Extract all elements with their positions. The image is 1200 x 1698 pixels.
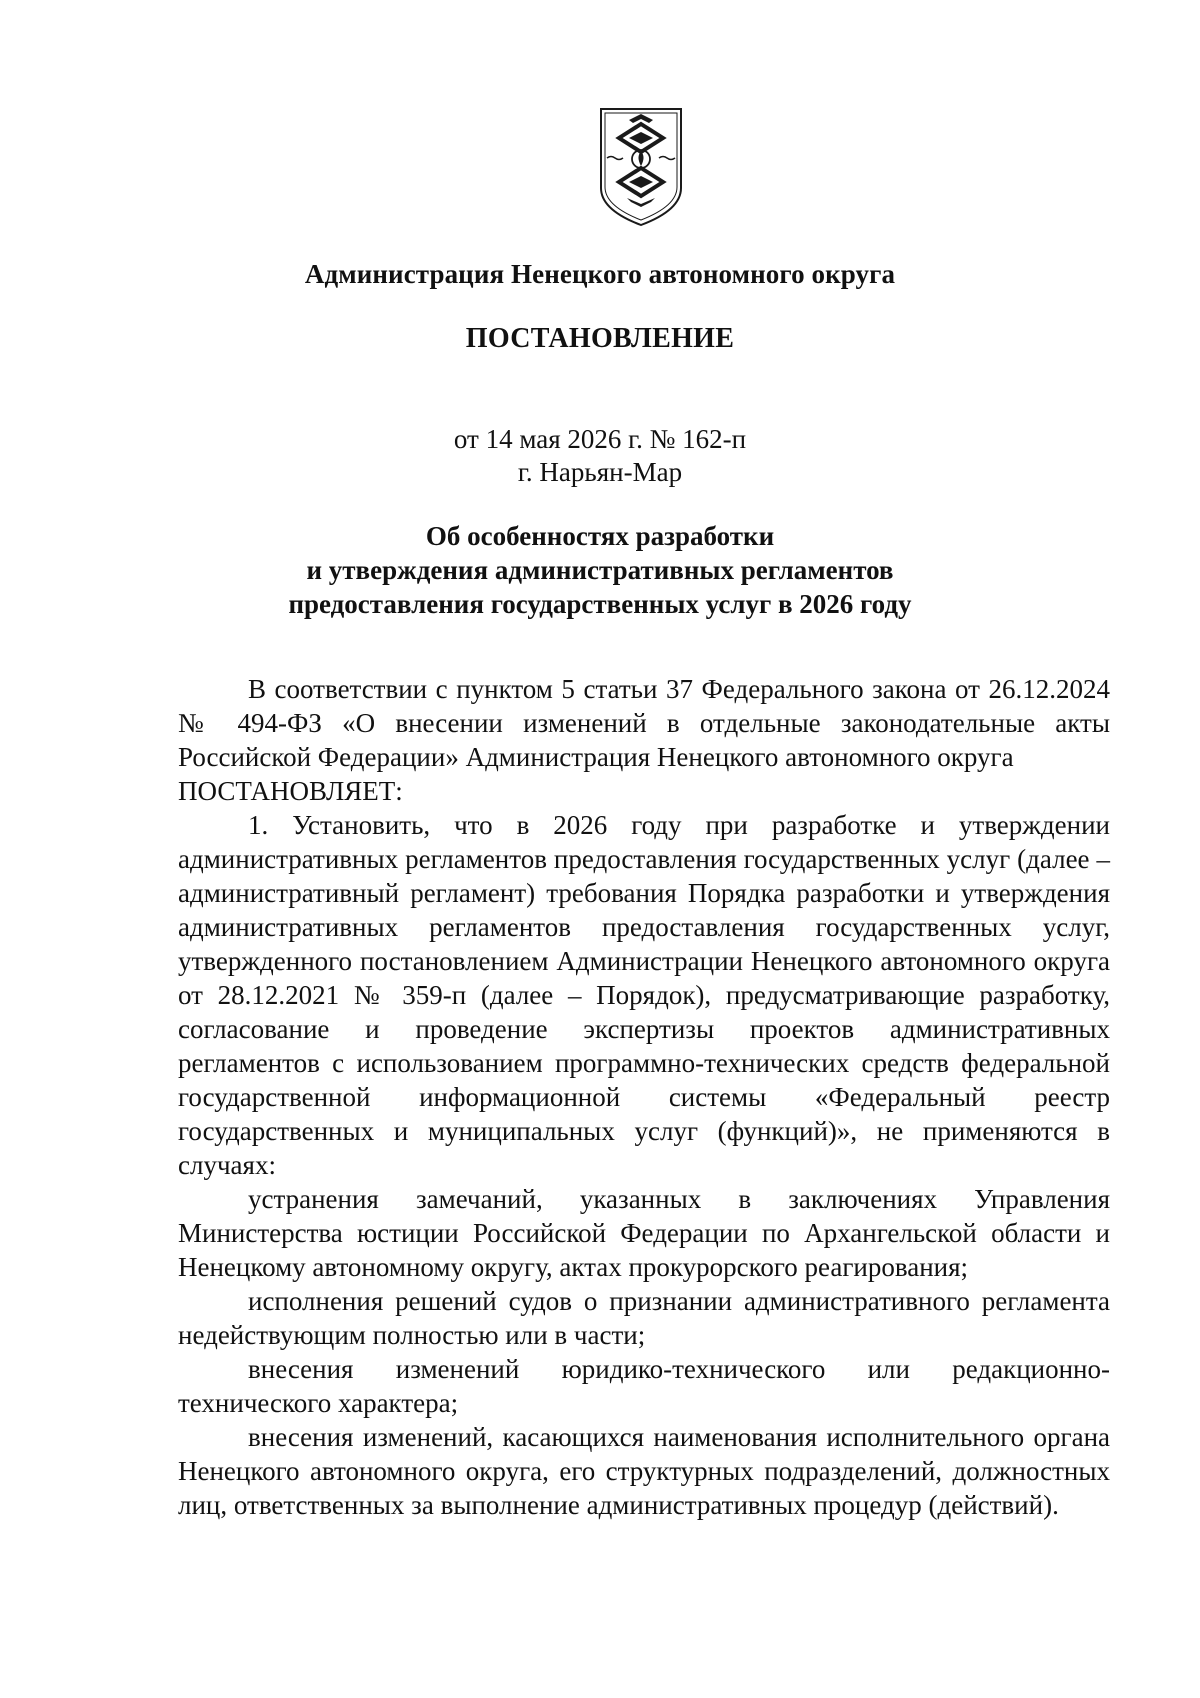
- title-line-3: предоставления государственных услуг в 2026 году: [288, 589, 912, 619]
- organization-name: Администрация Ненецкого автономного округа: [304, 259, 896, 289]
- coat-of-arms-icon: [597, 106, 685, 228]
- document-title: [0, 519, 1200, 621]
- paragraph-case-4: внесения изменений, касающихся наименования исполнительного органа Ненецкого автономного округа, его структурных подразделений, должностных лиц, ответственных за выполнение административных процедур (действий).: [178, 1422, 1110, 1520]
- paragraph-resolves: ПОСТАНОВЛЯЕТ:: [178, 776, 403, 806]
- document-type: ПОСТАНОВЛЕНИЕ: [465, 323, 735, 354]
- title-line-1: Об особенностях разработки: [425, 521, 775, 551]
- document-body: [178, 672, 1110, 1522]
- paragraph-case-2: исполнения решений судов о признании административного регламента недействующим полностью или в части;: [178, 1286, 1110, 1350]
- paragraph-case-3: внесения изменений юридико-технического или редакционно-технического характера;: [178, 1354, 1110, 1418]
- paragraph-case-1: устранения замечаний, указанных в заключениях Управления Министерства юстиции Российской Федерации по Архангельской области и Ненецкому автономному округу, актах прокурорского реагирования;: [178, 1184, 1110, 1282]
- paragraph-preamble: В соответствии с пунктом 5 статьи 37 Федерального закона от 26.12.2024 № 494-ФЗ «О внесении изменений в отдельные законодательные акты Российской Федерации» Администрация Ненецкого автономного округа: [178, 674, 1110, 772]
- document-date-number: от 14 мая 2026 г. № 162-п: [453, 424, 747, 454]
- title-line-2: и утверждения административных регламентов: [306, 555, 894, 585]
- document-city: г. Нарьян-Мар: [517, 457, 683, 487]
- paragraph-item-1: 1. Установить, что в 2026 году при разработке и утверждении административных регламентов предоставления государственных услуг (далее – административный регламент) требования Порядка разработки и утверждения административных регламентов предоставления государственных услуг, утвержденного постановлением Администрации Ненецкого автономного округа от 28.12.2021 № 359-п (далее – Порядок), предусматривающие разработку, согласование и проведение экспертизы проектов административных регламентов с использованием программно-технических средств федеральной государственной информационной системы «Федеральный реестр государственных и муниципальных услуг (функций)», не применяются в случаях:: [178, 810, 1110, 1180]
